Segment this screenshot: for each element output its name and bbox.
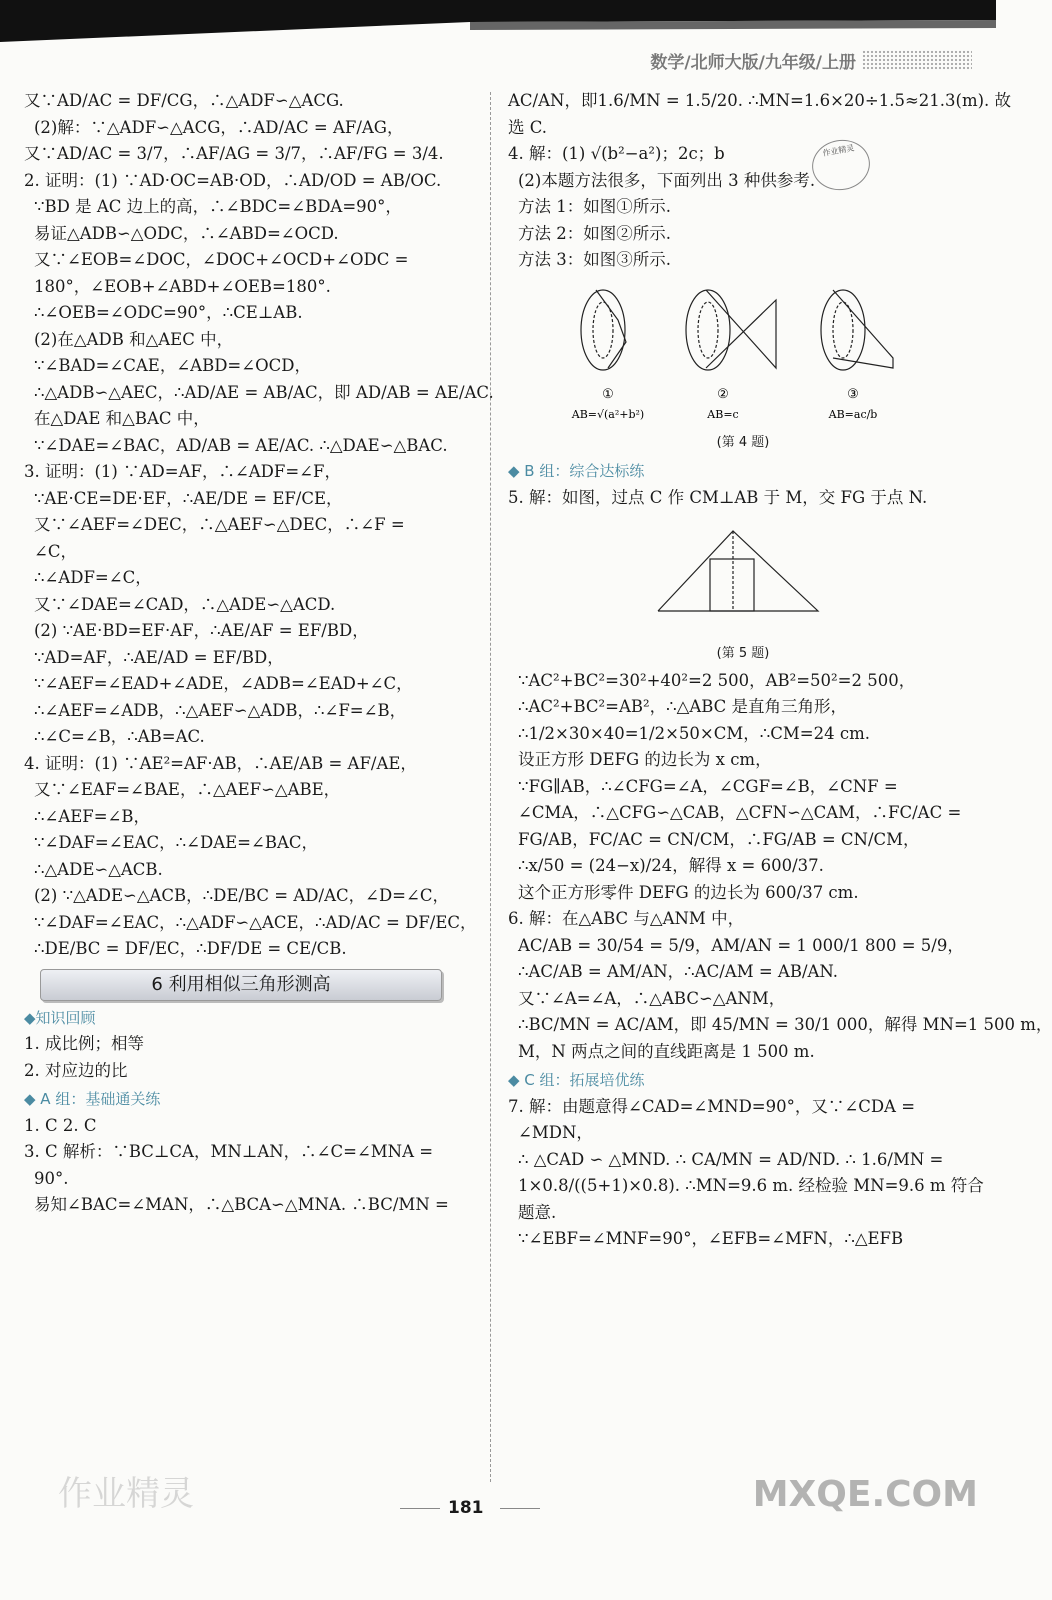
right-line: 方法 1：如图①所示. xyxy=(518,197,671,216)
right-line: 方法 2：如图②所示. xyxy=(518,223,671,243)
right-line: (2)本题方法很多，下面列出 3 种供参考. xyxy=(518,170,816,190)
left-line: 2. 证明：(1) ∵AD·OC=AB·OD，∴AD/OD = AB/OC. xyxy=(24,170,442,190)
figure-4-label: ② xyxy=(717,386,729,402)
b-line: ∴x/50 = (24−x)/24，解得 x = 600/37. xyxy=(518,856,824,875)
left-line: 又∵AD/AC = DF/CG，∴△ADF∽△ACG. xyxy=(24,91,344,110)
left-line: 3. 证明：(1) ∵AD=AF，∴∠ADF=∠F， xyxy=(24,462,341,481)
left-line: ∵∠DAF=∠EAC，∴△ADF∽△ACE，∴AD/AC = DF/EC， xyxy=(34,912,477,932)
b-line: ∴AC²+BC²=AB²，∴△ABC 是直角三角形， xyxy=(518,697,848,716)
header-dots-pattern xyxy=(862,50,972,70)
left-line: ∴DE/BC = DF/EC，∴DF/DE = CE/CB. xyxy=(34,939,347,958)
footer-rule-left xyxy=(400,1508,440,1509)
left-line: ∴∠AEF=∠ADB，∴△AEF∽△ADB，∴∠F=∠B， xyxy=(34,700,407,720)
header-title: 数学/北师大版/九年级/上册 xyxy=(650,53,856,73)
footer-rule-right xyxy=(500,1508,540,1509)
right-line: 方法 3：如图③所示. xyxy=(518,250,671,269)
b-line: FG/AB，FC/AC = CN/CM，∴FG/AB = CN/CM， xyxy=(518,829,920,849)
left-line: 又∵∠EOB=∠DOC，∠DOC+∠OCD+∠ODC = xyxy=(34,250,409,269)
right-line: 4. 解：(1) √(b²−a²)；2c；b xyxy=(508,144,725,163)
figure-4-formula: AB=c xyxy=(707,407,739,421)
figure-4-label: ① xyxy=(602,386,614,402)
watermark-left: 作业精灵 xyxy=(58,1474,194,1514)
c-line: 7. 解：由题意得∠CAD=∠MND=90°，又∵∠CDA = xyxy=(508,1096,916,1116)
left-line: 在△DAE 和△BAC 中， xyxy=(34,409,210,428)
left-line: ∵AD=AF，∴AE/AD = EF/BD， xyxy=(34,647,284,667)
left-line: ∠C， xyxy=(34,541,77,561)
stamp-seal: 作业精灵 xyxy=(808,135,874,194)
a-line: 3. C 解析：∵BC⊥CA，MN⊥AN，∴∠C=∠MNA = xyxy=(24,1142,434,1161)
c-line: 1×0.8/((5+1)×0.8). ∴MN=9.6 m. 经检验 MN=9.6 m 符合 xyxy=(518,1176,984,1195)
left-line: ∵BD 是 AC 边上的高，∴∠BDC=∠BDA=90°， xyxy=(34,197,402,216)
figure-4-label: ③ xyxy=(847,386,859,402)
b-line: AC/AB = 30/54 = 5/9，AM/AN = 1 000/1 800 = 5/9， xyxy=(518,935,964,955)
b-line: 又∵∠A=∠A，∴△ABC∽△ANM， xyxy=(518,988,786,1008)
b-line: 6. 解：在△ABC 与△ANM 中， xyxy=(508,909,745,928)
section-heading-a: ◆ A 组：基础通关练 xyxy=(24,1090,161,1108)
figure-4-formula: AB=√(a²+b²) xyxy=(571,407,645,421)
left-line: 180°，∠EOB+∠ABD+∠OEB=180°. xyxy=(34,276,331,296)
b-line: 5. 解：如图，过点 C 作 CM⊥AB 于 M，交 FG 于点 N. xyxy=(508,487,928,507)
left-line: ∵∠AEF=∠EAD+∠ADE，∠ADB=∠EAD+∠C， xyxy=(34,674,413,693)
c-line: ∴ △CAD ∽ △MND. ∴ CA/MN = AD/ND. ∴ 1.6/MN = xyxy=(518,1149,944,1169)
knowledge-item: 1. 成比例；相等 xyxy=(24,1034,144,1053)
left-line: (2)解：∵△ADF∽△ACG，∴AD/AC = AF/AG， xyxy=(34,117,404,137)
figure-4-2 xyxy=(686,290,776,370)
left-line: ∵∠BAD=∠CAE，∠ABD=∠OCD， xyxy=(34,356,311,375)
a-line: 1. C 2. C xyxy=(24,1115,97,1135)
figure-4-diagrams xyxy=(508,280,978,430)
b-line: 设正方形 DEFG 的边长为 x cm， xyxy=(518,750,772,769)
left-line: ∴∠ADF=∠C， xyxy=(34,568,152,587)
left-line: ∴∠AEF=∠B， xyxy=(34,806,151,826)
b-line: ∵AC²+BC²=30²+40²=2 500，AB²=50²=2 500， xyxy=(518,670,916,690)
b-line: ∴BC/MN = AC/AM，即 45/MN = 30/1 000，解得 MN=1 500 m， xyxy=(518,1015,1052,1034)
left-line: (2) ∵AE·BD=EF·AF，∴AE/AF = EF/BD， xyxy=(34,621,369,640)
section-banner: 6 利用相似三角形测高 xyxy=(40,969,442,1001)
left-line: ∵AE·CE=DE·EF，∴AE/DE = EF/CE， xyxy=(34,488,343,508)
left-line: 又∵∠AEF=∠DEC，∴△AEF∽△DEC，∴∠F = xyxy=(34,515,405,534)
knowledge-item: 2. 对应边的比 xyxy=(24,1060,128,1080)
left-line: ∵∠DAE=∠BAC，AD/AB = AE/AC. ∴△DAE∽△BAC. xyxy=(34,435,448,455)
b-line: ∴AC/AB = AM/AN，∴AC/AM = AB/AN. xyxy=(518,962,839,981)
c-line: 题意. xyxy=(518,1202,557,1222)
b-line: ∵FG∥AB，∴∠CFG=∠A，∠CGF=∠B，∠CNF = xyxy=(518,776,898,796)
section-heading-c: ◆ C 组：拓展培优练 xyxy=(508,1071,645,1089)
figure-4-caption: (第 4 题) xyxy=(716,434,770,450)
top-dark-band xyxy=(0,0,996,50)
figure-5-svg xyxy=(508,511,978,641)
column-divider xyxy=(490,92,491,1482)
figure-5-diagram xyxy=(508,511,978,641)
left-line: ∴∠C=∠B，∴AB=AC. xyxy=(34,727,205,746)
left-line: 又∵∠EAF=∠BAE，∴△AEF∽△ABE， xyxy=(34,780,341,799)
left-line: (2)在△ADB 和△AEC 中， xyxy=(34,329,234,349)
page-number: 181 xyxy=(448,1498,484,1518)
left-line: 又∵∠DAE=∠CAD，∴△ADE∽△ACD. xyxy=(34,594,336,614)
left-line: ∴△ADE∽△ACB. xyxy=(34,859,163,879)
left-line: 易证△ADB∽△ODC，∴∠ABD=∠OCD. xyxy=(34,223,339,243)
a-line: 易知∠BAC=∠MAN，∴△BCA∽△MNA. ∴BC/MN = xyxy=(34,1195,449,1214)
left-line: 4. 证明：(1) ∵AE²=AF·AB，∴AE/AB = AF/AE， xyxy=(24,753,417,773)
figure-5-caption: (第 5 题) xyxy=(716,646,770,661)
left-line: 又∵AD/AC = 3/7，∴AF/AG = 3/7，∴AF/FG = 3/4. xyxy=(24,144,444,163)
right-line: 选 C. xyxy=(508,117,548,137)
left-line: ∴△ADB∽△AEC，∴AD/AE = AB/AC，即 AD/AB = AE/AC. xyxy=(34,382,494,402)
watermark: MXQE.COM xyxy=(752,1474,978,1515)
figure-4-svg xyxy=(508,280,978,430)
figure-4-1 xyxy=(581,290,626,370)
figure-4-3 xyxy=(821,290,893,370)
c-line: ∵∠EBF=∠MNF=90°，∠EFB=∠MFN，∴△EFB xyxy=(518,1229,904,1248)
section-heading-knowledge: ◆知识回顾 xyxy=(24,1008,96,1027)
b-line: ∠CMA，∴△CFG∽△CAB，△CFN∽△CAM，∴FC/AC = xyxy=(518,803,962,822)
section-heading-b: ◆ B 组：综合达标练 xyxy=(508,462,645,480)
a-line: 90°. xyxy=(34,1168,69,1188)
left-line: (2) ∵△ADE∽△ACB，∴DE/BC = AD/AC，∠D=∠C， xyxy=(34,886,449,905)
left-column xyxy=(24,88,494,1219)
b-line: 这个正方形零件 DEFG 的边长为 600/37 cm. xyxy=(518,882,859,902)
right-column xyxy=(508,88,1052,1253)
b-line: M，N 两点之间的直线距离是 1 500 m. xyxy=(518,1041,815,1061)
right-line: AC/AN，即1.6/MN = 1.5/20. ∴MN=1.6×20÷1.5≈21.3(m). 故 xyxy=(508,91,1012,110)
left-line: ∵∠DAF=∠EAC，∴∠DAE=∠BAC， xyxy=(34,833,318,852)
left-line: ∴∠OEB=∠ODC=90°，∴CE⊥AB. xyxy=(34,303,303,322)
c-line: ∠MDN， xyxy=(518,1123,593,1142)
b-line: ∴1/2×30×40=1/2×50×CM，∴CM=24 cm. xyxy=(518,723,870,743)
figure-4-formula: AB=ac/b xyxy=(828,407,878,421)
